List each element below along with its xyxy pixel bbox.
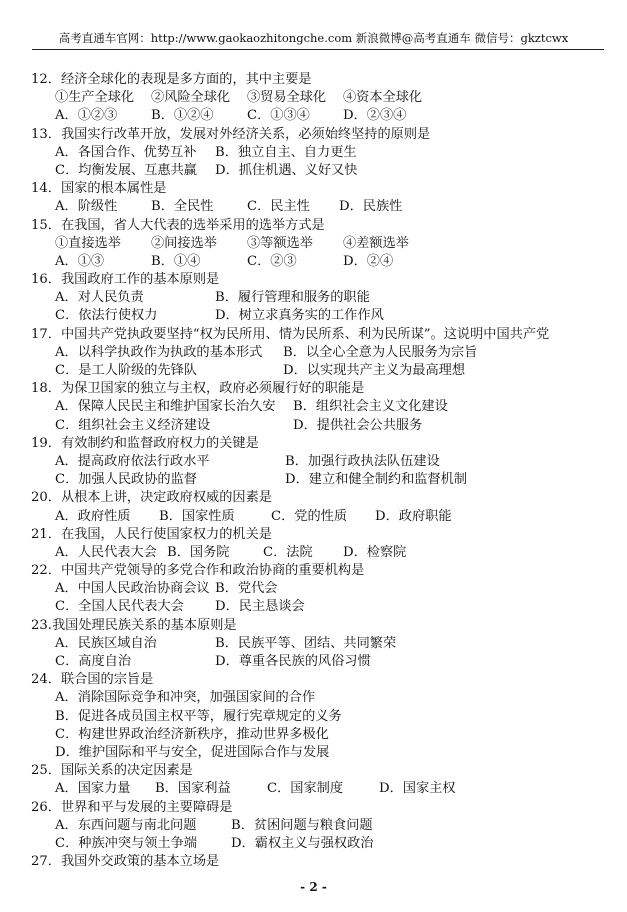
option-item: B．促进各成员国主权平等，履行宪章规定的义务 [55, 708, 342, 724]
option-item: D．维护国际和平与安全，促进国际合作与发展 [55, 744, 330, 760]
option-item: A．东西问题与南北问题 [55, 817, 197, 833]
option-item: C．构建世界政治经济新秩序，推动世界多极化 [55, 726, 329, 742]
question-list [31, 71, 611, 871]
option-item: B．党代会 [215, 581, 278, 597]
option-item: B．组织社会主义文化建设 [293, 399, 448, 415]
option-item: B．独立自主、自力更生 [215, 144, 357, 160]
option-item: D．抓住机遇、义好又快 [215, 162, 358, 178]
option-item: D．霸权主义与强权政治 [231, 835, 374, 851]
header-text: 高考直通车官网：http://www.gaokaozhitongche.com 新浪微博@高考直通车 微信号：gkztcwx [58, 31, 569, 45]
option-item: ①直接选举 [55, 235, 121, 251]
option-row [31, 398, 611, 416]
option-row [31, 162, 611, 180]
option-item: A．提高政府依法行政水平 [55, 453, 210, 469]
option-item: D．民族性 [339, 199, 403, 215]
option-item: D．检察院 [343, 544, 407, 560]
option-row [31, 817, 611, 835]
option-item: C．高度自治 [55, 654, 132, 669]
question-stem: 20．从根本上讲，决定政府权威的因素是 [31, 490, 272, 506]
option-item: C．是工人阶级的先锋队 [55, 363, 197, 378]
question-stem: 26．世界和平与发展的主要障碍是 [31, 799, 233, 815]
option-item: B．加强行政执法队伍建设 [285, 453, 440, 469]
option-item: B．全民性 [151, 199, 214, 215]
option-item: C．加强人民政协的监督 [55, 472, 197, 488]
option-item: A．保障人民民主和维护国家长治久安 [55, 399, 276, 415]
question-stem: 19．有效制约和监督政府权力的关键是 [31, 435, 259, 451]
option-row [31, 544, 611, 562]
option-row [31, 453, 611, 471]
option-row [31, 508, 611, 526]
option-item: B．①④ [151, 253, 201, 269]
option-item: C．民主性 [247, 199, 310, 215]
option-item: A．阶级性 [55, 199, 118, 215]
option-row [31, 580, 611, 598]
question-stem: 13．我国实行改革开放，发展对外经济关系，必须始终坚持的原则是 [31, 126, 431, 142]
option-row [31, 780, 611, 798]
option-item: C．全国人民代表大会 [55, 599, 184, 615]
question-stem: 24．联合国的宗旨是 [31, 672, 154, 688]
page-header [0, 30, 627, 46]
option-row [31, 689, 611, 707]
option-item: B．国务院 [167, 544, 230, 560]
page-number: - 2 - [300, 880, 327, 894]
option-row [31, 235, 611, 253]
question-stem: 27．我国外交政策的基本立场是 [31, 854, 220, 870]
option-item: ④差额选举 [343, 235, 409, 251]
option-item: B．以全心全意为人民服务为宗旨 [283, 344, 478, 360]
header-rule [32, 49, 604, 50]
question-stem: 17．中国共产党执政要坚持“权为民所用、情为民所系、利为民所谋”。这说明中国共产党 [31, 326, 550, 342]
option-item: C．①③④ [247, 108, 310, 124]
option-item: B．履行管理和服务的职能 [215, 290, 370, 306]
option-item: D．建立和健全制约和监督机制 [285, 472, 468, 488]
option-item: C．均衡发展、互惠共赢 [55, 162, 197, 178]
option-row [31, 107, 611, 125]
option-item: D．以实现共产主义为最高理想 [283, 363, 466, 378]
option-item: A．国家力量 [55, 781, 131, 797]
option-row [31, 653, 611, 671]
option-row [31, 708, 611, 726]
question-stem: 12．经济全球化的表现是多方面的，其中主要是 [31, 72, 312, 87]
option-item: A．民族区域自治 [55, 635, 157, 651]
option-row [31, 362, 611, 380]
option-row [31, 744, 611, 762]
option-item: D．国家主权 [379, 781, 456, 797]
option-item: D．政府职能 [375, 508, 452, 524]
option-item: D．尊重各民族的风俗习惯 [215, 654, 371, 669]
option-row [31, 726, 611, 744]
option-item: C．国家制度 [267, 781, 344, 797]
option-row [31, 89, 611, 107]
question-stem: 18．为保卫国家的独立与主权，政府必须履行好的职能是 [31, 381, 365, 397]
option-row [31, 471, 611, 489]
option-item: B．国家利益 [155, 781, 231, 797]
option-item: D．树立求真务实的工作作风 [215, 308, 384, 324]
option-item: A．以科学执政作为执政的基本形式 [55, 344, 263, 360]
option-row [31, 253, 611, 271]
option-item: ①生产全球化 [55, 90, 135, 106]
question-stem: 25．国际关系的决定因素是 [31, 763, 193, 779]
page-footer [0, 880, 627, 894]
option-item: A．政府性质 [55, 508, 131, 524]
option-row [31, 144, 611, 162]
question-stem: 23.我国处理民族关系的基本原则是 [31, 617, 237, 633]
question-stem: 16．我国政府工作的基本原则是 [31, 272, 220, 288]
option-item: B．民族平等、团结、共同繁荣 [215, 635, 397, 651]
option-item: B．贫困问题与粮食问题 [231, 817, 373, 833]
option-item: A．各国合作、优势互补 [55, 144, 197, 160]
option-row [31, 289, 611, 307]
option-item: A．对人民负责 [55, 290, 144, 306]
option-row [31, 198, 611, 216]
option-row [31, 307, 611, 325]
option-item: A．人民代表大会 [55, 544, 157, 560]
option-item: D．提供社会公共服务 [293, 417, 423, 433]
option-item: C．组织社会主义经济建设 [55, 417, 211, 433]
option-item: C．依法行使权力 [55, 308, 158, 324]
question-stem: 21．在我国，人民行使国家权力的机关是 [31, 526, 272, 542]
option-row [31, 417, 611, 435]
option-item: C．种族冲突与领土争端 [55, 835, 197, 851]
question-stem: 15．在我国，省人大代表的选举采用的选举方式是 [31, 217, 325, 233]
option-row [31, 344, 611, 362]
option-item: A．中国人民政治协商会议 [55, 581, 210, 597]
option-item: ②间接选举 [151, 235, 217, 251]
option-item: C．党的性质 [271, 508, 348, 524]
option-row [31, 635, 611, 653]
option-item: D．民主恳谈会 [215, 599, 305, 615]
option-item: ③贸易全球化 [247, 90, 327, 106]
option-item: A．①②③ [55, 108, 118, 124]
option-item: B．国家性质 [159, 508, 235, 524]
option-item: ③等额选举 [247, 235, 313, 251]
option-item: ②风险全球化 [151, 90, 231, 106]
option-item: B．①②④ [151, 108, 214, 124]
option-item: D．②④ [343, 253, 394, 269]
option-item: C．法院 [263, 544, 313, 560]
option-item: D．②③④ [343, 108, 407, 124]
option-item: ④资本全球化 [343, 90, 423, 106]
question-stem: 22．中国共产党领导的多党合作和政治协商的重要机构是 [31, 563, 365, 579]
option-row [31, 835, 611, 853]
option-row [31, 598, 611, 616]
option-item: A．消除国际竞争和冲突，加强国家间的合作 [55, 690, 316, 706]
option-item: C．②③ [247, 253, 297, 269]
option-item: A．①③ [55, 253, 105, 269]
question-stem: 14．国家的根本属性是 [31, 181, 167, 197]
